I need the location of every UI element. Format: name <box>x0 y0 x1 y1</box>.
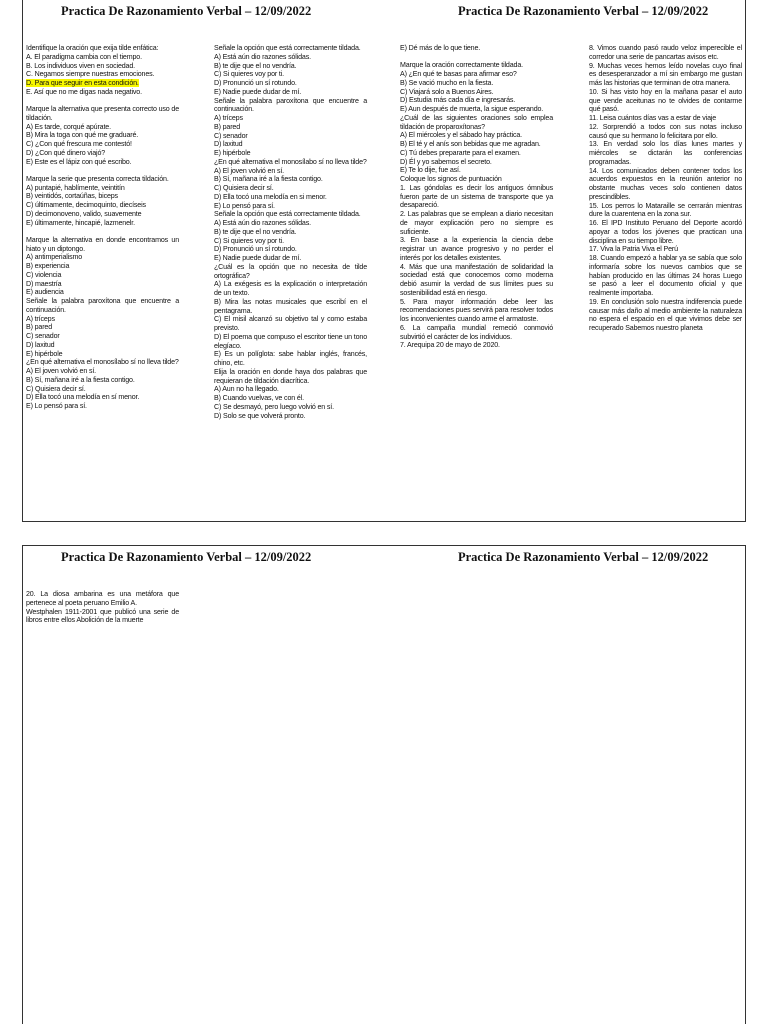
text-line-content: D) laxitud <box>26 340 55 349</box>
text-line <box>26 219 179 228</box>
text-line-content: D) ¿Con qué dinero viajó? <box>26 148 106 157</box>
text-line-content: B) te dije que el no vendría. <box>214 61 297 70</box>
text-line-content: E) Nadie puede dudar de mí. <box>214 254 302 262</box>
text-line <box>214 237 367 246</box>
text-line <box>26 192 179 201</box>
text-column-1 <box>26 590 179 625</box>
text-line <box>214 158 367 167</box>
text-line <box>26 402 179 411</box>
text-line-content: A) Es tarde, corqué apúrate. <box>26 122 111 131</box>
text-line <box>214 315 367 333</box>
text-line-content: B) pared <box>214 122 241 131</box>
text-line-content: Marque la alternativa en donde encontramos un hiato y un diptongo. <box>26 235 179 253</box>
text-line <box>400 70 553 79</box>
document-page-1 <box>22 0 746 522</box>
text-line-content: C) Viajará solo a Buenos Aires. <box>400 87 494 96</box>
text-line <box>589 44 742 62</box>
text-line <box>214 62 367 71</box>
text-line <box>589 62 742 88</box>
text-line <box>214 298 367 316</box>
text-line-content: B) Mira la toga con qué me graduaré. <box>26 131 139 140</box>
text-line-content: B) Mira las notas musicales que escribí en el pentagrama. <box>214 297 367 315</box>
text-line <box>400 175 553 184</box>
text-line-content: E) Este es el lápiz con qué escribo. <box>26 157 132 166</box>
text-line <box>214 88 367 97</box>
text-column-1 <box>26 44 179 411</box>
text-line-content: D) Ella tocó una melodía en si menor. <box>214 192 327 201</box>
text-line <box>26 158 179 167</box>
text-line-content: C) últimamente, decimoquinto, diecíseis <box>26 201 146 209</box>
text-line <box>214 228 367 237</box>
text-line <box>214 175 367 184</box>
text-line <box>400 96 553 105</box>
text-line <box>26 332 179 341</box>
text-line-content: 17. Viva la Patria Viva el Perú <box>589 245 678 254</box>
text-line <box>26 210 179 219</box>
header-title-left: Practica De Razonamiento Verbal – 12/09/2022 <box>61 4 312 18</box>
text-line-content: A) Aun no ha llegado. <box>214 385 279 394</box>
text-line-content: 19. En conclusión solo nuestra indiferencia puede causar más daño al medio ambiente la naturaleza no espera el espacio en el que vivimos debe ser recuperado Sabemos nuestro planeta <box>589 297 742 332</box>
text-line-content: 20. La diosa ambarina es una metáfora que pertenece al poeta peruano Emilio A. <box>26 590 179 607</box>
text-line-content: B) Se vació mucho en la fiesta. <box>400 78 494 87</box>
text-line-content: A) ¿En qué te basas para afirmar eso? <box>400 70 517 78</box>
text-line <box>26 341 179 350</box>
paragraph-gap <box>400 53 553 62</box>
paragraph-gap <box>26 166 179 175</box>
text-line-content: ¿Cuál de las siguientes oraciones solo emplea tildación de proparoxítonas? <box>400 113 553 131</box>
text-line-content: B) El té y el anís son bebidas que me agradan. <box>400 140 541 148</box>
highlighted-answer: D. Para que seguir en esta condición. <box>26 79 139 87</box>
text-line <box>26 350 179 359</box>
text-line <box>400 149 553 158</box>
text-line-content: C) senador <box>214 131 248 140</box>
text-line-content: E) Lo pensó para sí. <box>214 201 275 210</box>
text-line <box>400 158 553 167</box>
text-line-content: B. Los individuos viven en sociedad. <box>26 61 135 70</box>
header-title-right: Practica De Razonamiento Verbal – 12/09/2022 <box>458 4 709 18</box>
text-line <box>26 53 179 62</box>
text-line-content: 1. Las góndolas es decir los antiguos ómnibus fueron parte de un sistema de transporte que ya desapareció. <box>400 183 553 210</box>
text-line-content: 4. Más que una manifestación de solidaridad la sociedad está que conocemos como moderna debió asumir la verdad de sus límites pues su sostenibilidad está en riesgo. <box>400 262 553 297</box>
text-line-content: 14. Los comunicados deben contener todos los acuerdos expuestos en la reunión anterior no obstante muchas veces solo contienen datos prescindibles. <box>589 166 742 201</box>
text-line <box>214 53 367 62</box>
text-line <box>214 350 367 368</box>
text-line <box>400 298 553 324</box>
text-line <box>26 297 179 315</box>
text-line <box>400 140 553 149</box>
text-line <box>589 123 742 141</box>
text-line <box>26 280 179 289</box>
text-line <box>214 79 367 88</box>
text-line <box>26 253 179 262</box>
text-line-content: 16. El IPD Instituto Peruano del Deporte acordó apoyar a todos los jóvenes que practican una disciplina en su tiempo libre. <box>589 219 742 245</box>
text-line-content: E) hipérbole <box>26 349 63 358</box>
text-line <box>214 44 367 53</box>
text-line <box>214 70 367 79</box>
text-line-content: Westphalen 1911-2001 que publicó una serie de libros entre ellos Abolición de la muerte <box>26 607 179 625</box>
text-line <box>214 123 367 132</box>
text-line-content: 6. La campaña mundial remeció conmovió subvirtió el carácter de los individuos. <box>400 323 553 341</box>
text-line-content: 15. Los perros lo Mataraille se cerrarán mientras dure la cuarentena en la zona sur. <box>589 201 742 219</box>
text-line <box>400 236 553 262</box>
text-line-content: D) Él y yo sabemos el secreto. <box>400 157 492 166</box>
text-line <box>400 79 553 88</box>
text-line <box>589 245 742 254</box>
text-line-content: Señale la palabra paroxítona que encuentre a continuación. <box>214 96 367 114</box>
text-line-content: B) Cuando vuelvas, ve con él. <box>214 394 304 402</box>
text-line <box>214 368 367 386</box>
text-line <box>589 114 742 123</box>
text-line <box>26 271 179 280</box>
text-line-content: E) audiencia <box>26 288 64 297</box>
text-line <box>26 70 179 79</box>
text-line <box>26 323 179 332</box>
text-line <box>400 184 553 210</box>
text-line-content: 11. Leisa cuántos días vas a estar de viaje <box>589 114 717 122</box>
text-line-content: 7. Arequipa 20 de mayo de 2020. <box>400 341 500 350</box>
text-line <box>214 385 367 394</box>
text-line-content: D) Pronunció un sí rotundo. <box>214 245 297 254</box>
text-line <box>26 140 179 149</box>
text-line-content: A) puntapié, hablímente, veintitín <box>26 183 125 192</box>
text-line-content: B) te dije que el no vendría. <box>214 227 297 236</box>
text-line <box>214 184 367 193</box>
text-line <box>26 358 179 367</box>
text-line <box>214 132 367 141</box>
text-line-content: C. Negamos siempre nuestras emociones. <box>26 70 155 79</box>
text-line <box>214 219 367 228</box>
text-line-content: E) Aun después de muerta, la sigue esperando. <box>400 105 544 113</box>
text-line-content: ¿En qué alternativa el monosílabo sí no lleva tilde? <box>214 157 367 166</box>
text-line <box>589 140 742 166</box>
text-line-content: E) hipérbole <box>214 149 251 157</box>
text-line <box>214 403 367 412</box>
text-line-content: C) ¿Con qué frescura me contestó! <box>26 140 132 148</box>
text-line-content: 8. Vimos cuando pasó raudo veloz imperecible el corredor una serie de pancartas avisos etc. <box>589 44 742 61</box>
text-line-content: A) La exégesis es la explicación o interpretación de un texto. <box>214 280 367 297</box>
text-line-content: ¿Cuál es la opción que no necesita de tilde ortográfica? <box>214 262 367 280</box>
text-line-content: D) laxitud <box>214 140 243 149</box>
text-line <box>400 88 553 97</box>
text-line-content: A) tríceps <box>26 314 55 323</box>
text-line-content: Señale la opción que está correctamente tildada. <box>214 44 361 52</box>
text-line-content: Elija la oración en donde haya dos palabras que requieran de tildación diacrítica. <box>214 367 367 385</box>
text-line <box>400 263 553 298</box>
text-line <box>26 184 179 193</box>
text-line <box>214 167 367 176</box>
header-title-left: Practica De Razonamiento Verbal – 12/09/2022 <box>61 550 312 564</box>
text-line <box>589 254 742 298</box>
text-line-content: D) decimonoveno, valido, suavemente <box>26 209 142 218</box>
text-line <box>26 236 179 254</box>
text-line-content: 5. Para mayor información debe leer las recomendaciones pues servirá para resolver todos los inconvenientes cuando arme el armatoste. <box>400 297 553 323</box>
text-line-content: Señale la palabra paroxítona que encuentre a continuación. <box>26 297 179 314</box>
text-line-content: A) El joven volvió en sí. <box>214 166 284 175</box>
page-header <box>23 550 745 566</box>
paragraph-gap <box>26 227 179 236</box>
text-line-content: Señale la opción que está correctamente tildada. <box>214 210 361 219</box>
text-line <box>214 149 367 158</box>
text-line-content: B) pared <box>26 323 53 332</box>
text-line-content: Marque la alternativa que presenta correcto uso de tildación. <box>26 105 179 122</box>
text-line <box>26 105 179 123</box>
text-line-content: Identifique la oración que exija tilde enfática: <box>26 44 159 52</box>
text-line-content: 18. Cuando empezó a hablar ya se sabía que solo informaría sobre los nuevos cambios que se habían producido en las últimas 24 horas Luego se pasó a leer el documento oficial y que realmente importaba. <box>589 254 742 297</box>
text-line-content: B) experiencia <box>26 262 70 270</box>
text-line-content: A) antimperialismo <box>26 253 83 262</box>
text-line-content: D) Solo se que volverá pronto. <box>214 411 306 420</box>
text-line <box>214 245 367 254</box>
text-line-content: B) veintidós, cortaúñas, biceps <box>26 192 118 201</box>
paragraph-gap <box>26 97 179 106</box>
text-line-content: A) Está aún dio razones sólidas. <box>214 219 311 227</box>
page-header <box>23 4 745 20</box>
text-line-content: C) Si quieres voy por ti. <box>214 236 284 245</box>
text-line-content: 9. Muchas veces hemos leído novelas cuyo final es desesperanzador a mí sin embargo me gustan más las historias que terminan de otra manera. <box>589 61 742 87</box>
text-line <box>400 166 553 175</box>
text-line-content: D) Estudia más cada día e ingresarás. <box>400 96 516 105</box>
text-line <box>589 202 742 220</box>
header-title-right: Practica De Razonamiento Verbal – 12/09/2022 <box>458 550 709 564</box>
text-line <box>26 44 179 53</box>
text-line <box>214 140 367 149</box>
text-line <box>26 123 179 132</box>
text-line <box>26 62 179 71</box>
text-line <box>400 44 553 53</box>
text-line-content: D) Pronunció un sí rotundo. <box>214 79 297 87</box>
text-line <box>214 202 367 211</box>
text-line <box>214 263 367 281</box>
text-line <box>589 167 742 202</box>
text-line-content: C) Quisiera decir sí. <box>26 384 86 393</box>
text-line <box>214 394 367 403</box>
text-line <box>26 590 179 608</box>
text-line <box>214 280 367 298</box>
text-line-content: C) El misil alcanzó su objetivo tal y como estaba previsto. <box>214 315 367 332</box>
text-line-content: C) senador <box>26 332 60 340</box>
text-line-content: D) El poema que compuso el escritor tiene un tono elegíaco. <box>214 332 367 350</box>
text-column-4 <box>589 44 742 333</box>
text-line <box>26 367 179 376</box>
document-page-2 <box>22 545 746 1024</box>
text-line <box>26 262 179 271</box>
text-line <box>400 61 553 70</box>
text-line <box>26 315 179 324</box>
text-line <box>26 131 179 140</box>
text-line <box>400 341 553 350</box>
text-line <box>26 608 179 626</box>
text-line <box>400 324 553 342</box>
text-line-content: A) Está aún dio razones sólidas. <box>214 52 311 61</box>
text-line-content: C) Quisiera decir sí. <box>214 184 274 192</box>
text-line <box>26 175 179 184</box>
text-line-content: 10. Si has visto hoy en la mañana pasar el auto que vende aceitunas no te olvides de contarme qué pasó. <box>589 87 742 114</box>
text-column-3 <box>400 44 553 350</box>
text-line-content: B) Sí, mañana iré a la fiesta contigo. <box>214 175 323 184</box>
text-line <box>400 210 553 236</box>
text-line <box>400 114 553 132</box>
text-line <box>589 88 742 114</box>
text-line <box>214 114 367 123</box>
text-line <box>26 288 179 297</box>
text-line <box>214 412 367 421</box>
text-line-content: D) maestría <box>26 279 62 288</box>
text-line <box>26 393 179 402</box>
text-line <box>26 376 179 385</box>
text-line-content: E) Lo pensó para sí. <box>26 402 87 410</box>
text-line-content: C) Tú debes prepararte para el examen. <box>400 148 521 157</box>
text-line <box>589 219 742 245</box>
text-line-content: E) Nadie puede dudar de mí. <box>214 87 302 96</box>
text-line <box>400 105 553 114</box>
text-line-content: E) Te lo dije, fue así. <box>400 166 461 175</box>
text-line-content: 13. En verdad solo los días lunes martes y miércoles se dictarán las conferencias programadas. <box>589 140 742 166</box>
text-line-content: E) Dé más de lo que tiene. <box>400 44 481 52</box>
text-line-content: A) tríceps <box>214 114 243 122</box>
text-line-content: D) Ella tocó una melodía en sí menor. <box>26 393 140 402</box>
text-line <box>26 88 179 97</box>
text-line <box>589 298 742 333</box>
text-line <box>214 97 367 115</box>
text-line-content: 12. Sorprendió a todos con sus notas incluso causó que su hermano lo felicitara por ello. <box>589 122 742 140</box>
text-line-content: A) El miércoles y el sábado hay práctica. <box>400 131 522 140</box>
text-line-content: E) Es un políglota: sabe hablar inglés, francés, chino, etc. <box>214 350 367 367</box>
text-line-content: A. El paradigma cambia con el tiempo. <box>26 52 142 61</box>
text-line <box>214 254 367 263</box>
text-line-content: A) El joven volvió en sí. <box>26 367 96 375</box>
text-line-content: 3. En base a la experiencia la ciencia debe registrar un avance progresivo y no perder el interés por los detalles existentes. <box>400 236 553 262</box>
text-line <box>214 333 367 351</box>
text-line-content: E. Así que no me digas nada negativo. <box>26 87 142 96</box>
text-line <box>26 385 179 394</box>
text-line-content: C) Se desmayó, pero luego volvió en sí. <box>214 402 334 411</box>
text-line-content: C) violencia <box>26 270 62 279</box>
text-line <box>214 210 367 219</box>
text-line <box>26 79 179 88</box>
text-column-2 <box>214 44 367 420</box>
text-line-content: 2. Las palabras que se emplean a diario necesitan de mayor explicación pero no siempre es suficiente. <box>400 210 553 236</box>
text-line <box>400 131 553 140</box>
text-line-content: Marque la oración correctamente tildada. <box>400 61 523 70</box>
text-line-content: C) Si quieres voy por ti. <box>214 70 284 79</box>
text-line <box>26 201 179 210</box>
text-line-content: Coloque los signos de puntuación <box>400 175 502 183</box>
text-line-content: Marque la serie que presenta correcta tildación. <box>26 174 169 183</box>
text-line <box>26 149 179 158</box>
text-line-content: B) Sí, mañana iré a la fiesta contigo. <box>26 375 135 384</box>
text-line <box>214 193 367 202</box>
text-line-content: ¿En qué alternativa el monosílabo sí no lleva tilde? <box>26 358 179 367</box>
text-line-content: E) últimamente, hincapié, lazmenelr. <box>26 218 135 227</box>
